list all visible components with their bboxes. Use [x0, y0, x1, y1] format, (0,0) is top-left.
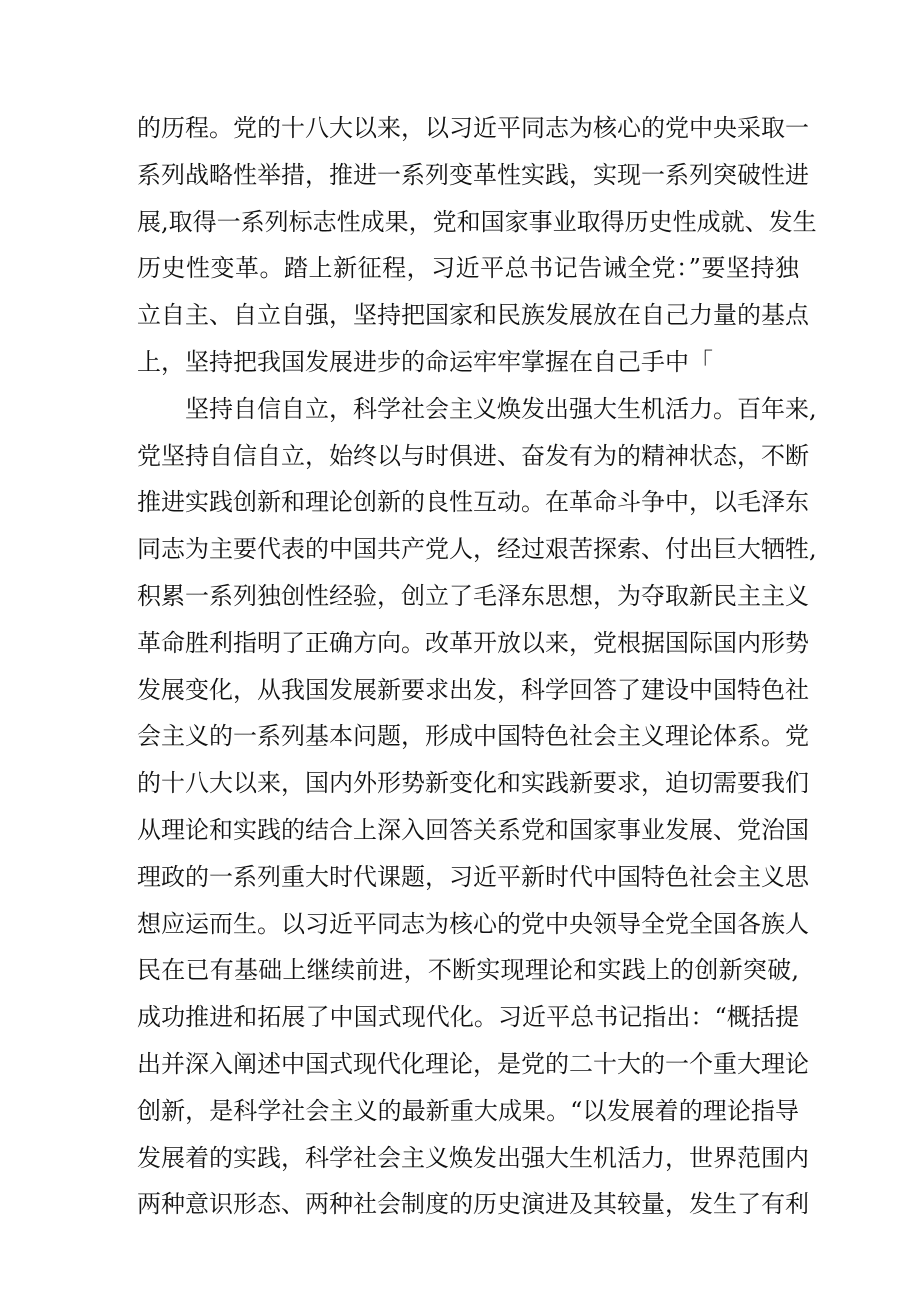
text-line: 成功推进和拓展了中国式现代化。习近平总书记指出：“概括提 [137, 1003, 799, 1032]
text-line: 发展着的实践，科学社会主义焕发出强大生机活力，世界范围内 [137, 1143, 809, 1172]
paragraph-2 [137, 386, 817, 1228]
text-line: 系列战略性举措，推进一系列变革性实践，实现一系列突破性进 [137, 160, 809, 189]
text-line: 从理论和实践的结合上深入回答关系党和国家事业发展、党治国 [137, 815, 809, 844]
text-line: 展,取得一系列标志性成果，党和国家事业取得历史性成就、发生 [137, 207, 817, 236]
text-line: 积累一系列独创性经验，创立了毛泽东思想，为夺取新民主主义 [137, 581, 809, 610]
text-line: 推进实践创新和理论创新的良性互动。在革命斗争中，以毛泽东 [137, 488, 809, 517]
text-line: 出并深入阐述中国式现代化理论，是党的二十大的一个重大理论 [137, 1049, 809, 1078]
text-line: 想应运而生。以习近平同志为核心的党中央领导全党全国各族人 [137, 909, 809, 938]
text-line: 民在已有基础上继续前进，不断实现理论和实践上的创新突破, [137, 956, 799, 985]
text-line: 创新，是科学社会主义的最新重大成果。“以发展着的理论指导 [137, 1096, 799, 1125]
text-line: 立自主、自立自强，坚持把国家和民族发展放在自己力量的基点 [137, 301, 809, 330]
text-line: 的历程。党的十八大以来，以习近平同志为核心的党中央采取一 [137, 114, 809, 142]
text-line: 发展变化，从我国发展新要求出发，科学回答了建设中国特色社 [137, 675, 809, 704]
text-line: 革命胜利指明了正确方向。改革开放以来，党根据国际国内形势 [137, 628, 809, 657]
text-line: 的十八大以来，国内外形势新变化和实践新要求，迫切需要我们 [137, 769, 809, 798]
text-line: 同志为主要代表的中国共产党人，经过艰苦探索、付出巨大牺牲, [137, 535, 817, 564]
text-line: 坚持自信自立，科学社会主义焕发出强大生机活力。百年来, [185, 394, 817, 423]
text-line: 理政的一系列重大时代课题，习近平新时代中国特色社会主义思 [137, 862, 809, 891]
text-line: 两种意识形态、两种社会制度的历史演进及其较量，发生了有利 [137, 1190, 809, 1219]
paragraph-1 [137, 105, 817, 386]
text-line: 上，坚持把我国发展进步的命运牢牢掌握在自己手中「 [137, 347, 713, 376]
text-line: 会主义的一系列基本问题，形成中国特色社会主义理论体系。党 [137, 722, 809, 751]
text-line: 历史性变革。踏上新征程，习近平总书记告诫全党：”要坚持独 [137, 254, 799, 283]
text-line: 党坚持自信自立，始终以与时俱进、奋发有为的精神状态，不断 [137, 441, 809, 470]
document-body [137, 105, 817, 1228]
